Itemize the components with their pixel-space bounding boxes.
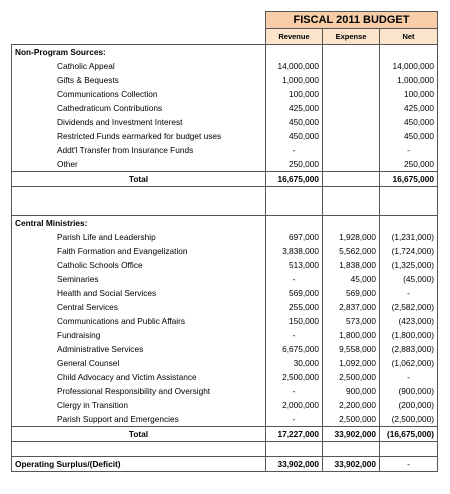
expense-cell: 2,500,000 — [323, 370, 380, 384]
table-row — [12, 412, 438, 427]
table-row — [12, 342, 438, 356]
section-heading: Central Ministries: — [12, 216, 266, 231]
revenue-cell: 2,000,000 — [266, 398, 323, 412]
revenue-cell: 697,000 — [266, 230, 323, 244]
revenue-cell: 425,000 — [266, 101, 323, 115]
budget-table-body — [12, 12, 438, 472]
spacer-cell — [323, 442, 380, 457]
line-item-label: Administrative Services — [12, 342, 266, 356]
revenue-cell: 1,000,000 — [266, 73, 323, 87]
line-item-label: Faith Formation and Evangelization — [12, 244, 266, 258]
table-row — [12, 129, 438, 143]
expense-cell: 1,838,000 — [323, 258, 380, 272]
expense-cell: 9,558,000 — [323, 342, 380, 356]
net-cell: 250,000 — [380, 157, 438, 172]
net-cell: (423,000) — [380, 314, 438, 328]
revenue-cell: 450,000 — [266, 115, 323, 129]
table-row — [12, 157, 438, 172]
expense-cell — [323, 115, 380, 129]
line-item-label: Addt'l Transfer from Insurance Funds — [12, 143, 266, 157]
line-item-label: Fundraising — [12, 328, 266, 342]
expense-cell: 1,928,000 — [323, 230, 380, 244]
line-item-label: Cathedraticum Contributions — [12, 101, 266, 115]
net-cell: (1,231,000) — [380, 230, 438, 244]
expense-cell: 900,000 — [323, 384, 380, 398]
spacer-row — [12, 442, 438, 457]
spacer-cell — [380, 201, 438, 216]
spacer-cell — [12, 201, 266, 216]
net-cell: (2,582,000) — [380, 300, 438, 314]
table-row — [12, 230, 438, 244]
net-cell: (1,325,000) — [380, 258, 438, 272]
operating-row — [12, 457, 438, 472]
expense-cell — [323, 157, 380, 172]
table-row — [12, 328, 438, 342]
revenue-cell: 150,000 — [266, 314, 323, 328]
line-item-label: Child Advocacy and Victim Assistance — [12, 370, 266, 384]
table-row — [12, 398, 438, 412]
net-cell-empty — [380, 216, 438, 231]
total-expense: 33,902,000 — [323, 427, 380, 442]
table-row — [12, 73, 438, 87]
line-item-label: Seminaries — [12, 272, 266, 286]
net-cell: (45,000) — [380, 272, 438, 286]
expense-cell: 45,000 — [323, 272, 380, 286]
revenue-cell-empty — [266, 216, 323, 231]
net-cell: 1,000,000 — [380, 73, 438, 87]
section-heading-row — [12, 216, 438, 231]
budget-table — [11, 11, 438, 472]
net-cell: (1,800,000) — [380, 328, 438, 342]
total-row — [12, 427, 438, 442]
operating-net: - — [380, 457, 438, 472]
spacer-cell — [323, 201, 380, 216]
expense-cell: 2,500,000 — [323, 412, 380, 427]
line-item-label: Professional Responsibility and Oversight — [12, 384, 266, 398]
revenue-cell-empty — [266, 45, 323, 60]
net-cell: 100,000 — [380, 87, 438, 101]
table-row — [12, 143, 438, 157]
expense-cell-empty — [323, 45, 380, 60]
revenue-cell: - — [266, 384, 323, 398]
line-item-label: General Counsel — [12, 356, 266, 370]
title-spacer — [12, 12, 266, 29]
line-item-label: Parish Life and Leadership — [12, 230, 266, 244]
revenue-cell: 2,500,000 — [266, 370, 323, 384]
net-cell: - — [380, 370, 438, 384]
net-cell: (2,883,000) — [380, 342, 438, 356]
revenue-cell: - — [266, 143, 323, 157]
net-cell: 425,000 — [380, 101, 438, 115]
expense-cell: 2,837,000 — [323, 300, 380, 314]
section-heading-row — [12, 45, 438, 60]
net-cell: - — [380, 286, 438, 300]
expense-cell — [323, 129, 380, 143]
expense-cell — [323, 143, 380, 157]
net-cell: (900,000) — [380, 384, 438, 398]
expense-cell — [323, 87, 380, 101]
line-item-label: Central Services — [12, 300, 266, 314]
table-row — [12, 370, 438, 384]
expense-cell: 5,562,000 — [323, 244, 380, 258]
table-row — [12, 101, 438, 115]
table-row — [12, 258, 438, 272]
line-item-label: Health and Social Services — [12, 286, 266, 300]
table-row — [12, 87, 438, 101]
spacer-cell — [266, 201, 323, 216]
spacer-cell — [323, 187, 380, 202]
section-heading: Non-Program Sources: — [12, 45, 266, 60]
expense-cell: 1,800,000 — [323, 328, 380, 342]
line-item-label: Clergy in Transition — [12, 398, 266, 412]
table-row — [12, 300, 438, 314]
revenue-header: Revenue — [266, 29, 323, 45]
expense-cell: 569,000 — [323, 286, 380, 300]
net-cell: (2,500,000) — [380, 412, 438, 427]
spacer-cell — [266, 442, 323, 457]
total-label: Total — [12, 172, 266, 187]
line-item-label: Communications and Public Affairs — [12, 314, 266, 328]
header-spacer — [12, 29, 266, 45]
line-item-label: Catholic Appeal — [12, 59, 266, 73]
table-row — [12, 59, 438, 73]
expense-cell: 2,200,000 — [323, 398, 380, 412]
expense-cell — [323, 101, 380, 115]
total-row — [12, 172, 438, 187]
net-cell: (1,062,000) — [380, 356, 438, 370]
total-expense — [323, 172, 380, 187]
line-item-label: Gifts & Bequests — [12, 73, 266, 87]
net-cell-empty — [380, 45, 438, 60]
net-cell: (200,000) — [380, 398, 438, 412]
spacer-cell — [12, 187, 266, 202]
spacer-cell — [12, 442, 266, 457]
revenue-cell: - — [266, 412, 323, 427]
total-revenue: 16,675,000 — [266, 172, 323, 187]
revenue-cell: 6,675,000 — [266, 342, 323, 356]
expense-header: Expense — [323, 29, 380, 45]
net-cell: (1,724,000) — [380, 244, 438, 258]
table-row — [12, 272, 438, 286]
total-net: (16,675,000) — [380, 427, 438, 442]
expense-cell: 573,000 — [323, 314, 380, 328]
table-row — [12, 356, 438, 370]
budget-title: FISCAL 2011 BUDGET — [266, 12, 438, 29]
line-item-label: Catholic Schools Office — [12, 258, 266, 272]
title-row — [12, 12, 438, 29]
line-item-label: Restricted Funds earmarked for budget uses — [12, 129, 266, 143]
net-cell: - — [380, 143, 438, 157]
revenue-cell: 30,000 — [266, 356, 323, 370]
operating-revenue: 33,902,000 — [266, 457, 323, 472]
revenue-cell: 513,000 — [266, 258, 323, 272]
expense-cell — [323, 59, 380, 73]
expense-cell-empty — [323, 216, 380, 231]
revenue-cell: - — [266, 328, 323, 342]
revenue-cell: 450,000 — [266, 129, 323, 143]
column-header-row — [12, 29, 438, 45]
net-cell: 450,000 — [380, 129, 438, 143]
spacer-cell — [266, 187, 323, 202]
revenue-cell: 14,000,000 — [266, 59, 323, 73]
revenue-cell: 250,000 — [266, 157, 323, 172]
expense-cell — [323, 73, 380, 87]
operating-label: Operating Surplus/(Deficit) — [12, 457, 266, 472]
spacer-row — [12, 201, 438, 216]
table-row — [12, 286, 438, 300]
net-header: Net — [380, 29, 438, 45]
expense-cell: 1,092,000 — [323, 356, 380, 370]
net-cell: 450,000 — [380, 115, 438, 129]
revenue-cell: 569,000 — [266, 286, 323, 300]
table-row — [12, 314, 438, 328]
total-label: Total — [12, 427, 266, 442]
revenue-cell: 255,000 — [266, 300, 323, 314]
net-cell: 14,000,000 — [380, 59, 438, 73]
spacer-row — [12, 187, 438, 202]
table-row — [12, 244, 438, 258]
revenue-cell: 100,000 — [266, 87, 323, 101]
table-row — [12, 384, 438, 398]
line-item-label: Communications Collection — [12, 87, 266, 101]
total-revenue: 17,227,000 — [266, 427, 323, 442]
spacer-cell — [380, 187, 438, 202]
revenue-cell: - — [266, 272, 323, 286]
operating-expense: 33,902,000 — [323, 457, 380, 472]
line-item-label: Dividends and Investment Interest — [12, 115, 266, 129]
line-item-label: Other — [12, 157, 266, 172]
table-row — [12, 115, 438, 129]
revenue-cell: 3,838,000 — [266, 244, 323, 258]
line-item-label: Parish Support and Emergencies — [12, 412, 266, 427]
spacer-cell — [380, 442, 438, 457]
total-net: 16,675,000 — [380, 172, 438, 187]
